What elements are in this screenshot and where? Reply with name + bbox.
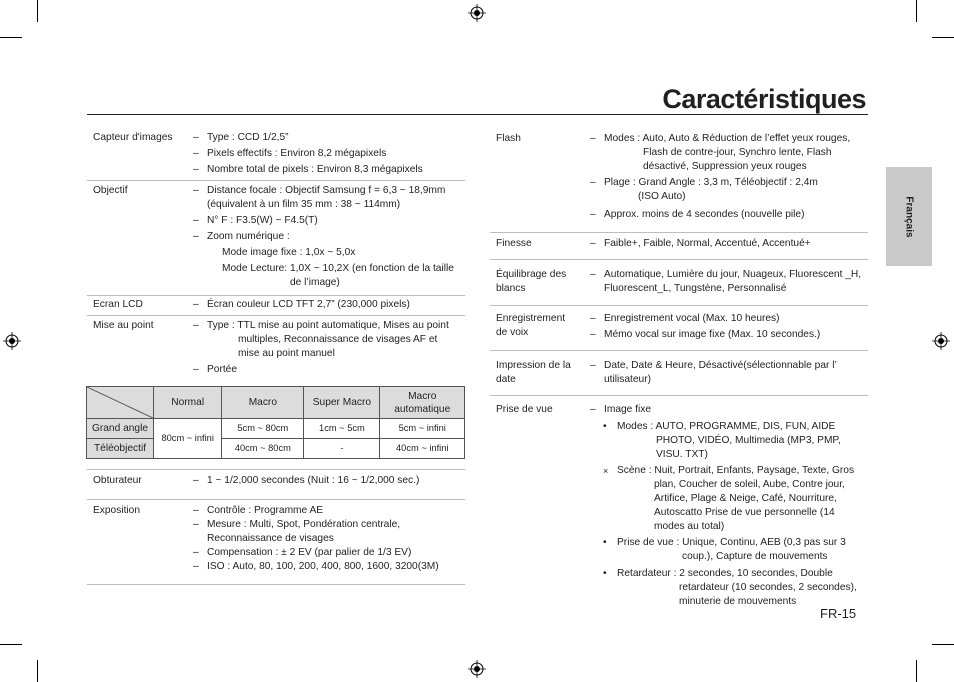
- spec-item: Enregistrement vocal (Max. 10 heures): [604, 313, 780, 324]
- crop-mark: [916, 0, 917, 22]
- crop-mark: [37, 660, 38, 682]
- registration-mark-icon: [932, 332, 950, 350]
- spec-item: Image fixe: [604, 404, 651, 415]
- spec-item: Plage : Grand Angle : 3,3 m, Téléobjectif : 2,4m: [604, 177, 818, 188]
- page-title: Caractéristiques: [662, 84, 866, 114]
- spec-finesse: – Faible+, Faible, Normal, Accentué, Accentué+: [590, 237, 868, 251]
- spec-item: N° F : F3.5(W) ~ F4.5(T): [207, 215, 318, 226]
- spec-subitem: Artifice, Plage & Neige, Café, Nourriture,: [654, 493, 837, 504]
- spec-item: Écran couleur LCD TFT 2,7” (230,000 pixels): [207, 299, 410, 310]
- spec-label-flash: Flash: [496, 133, 521, 144]
- registration-mark-icon: [468, 4, 486, 22]
- spec-impression: – Date, Date & Heure, Désactivé(sélectionnable par l’ utilisateur): [590, 359, 868, 387]
- spec-subitem: VISU. TXT): [656, 449, 708, 460]
- spec-item: Contrôle : Programme AE: [207, 505, 324, 516]
- row-divider: [87, 295, 465, 296]
- spec-label-equilibrage: Équilibrage des blancs: [496, 269, 567, 294]
- spec-item: utilisateur): [604, 374, 651, 385]
- row-divider: [490, 259, 868, 260]
- spec-item: (équivalent à un film 35 mm : 38 ~ 114mm): [207, 199, 401, 210]
- spec-label-ecran: Ecran LCD: [93, 299, 143, 310]
- spec-item: Automatique, Lumière du jour, Nuageux, Fluorescent _H,: [604, 269, 862, 280]
- spec-item: Zoom numérique :: [207, 231, 290, 242]
- spec-subitem: Autoscatto Prise de vue personnelle (14: [654, 507, 835, 518]
- table-cell: 40cm ~ infini: [380, 439, 465, 459]
- spec-mise-au-point: – Type : TTL mise au point automatique, Mises au point multiples, Reconnaissance de visages AF et mise au point manuel – Portée: [193, 319, 465, 377]
- spec-subitem: Mode Lecture: 1,0X ~ 10,2X (en fonction de la taille: [222, 263, 454, 274]
- spec-item: Portée: [207, 364, 238, 375]
- spec-subitem: modes au total): [654, 521, 725, 532]
- spec-item: Distance focale : Objectif Samsung f = 6,3 ~ 18,9mm: [207, 185, 446, 196]
- table-header: Macro automatique: [380, 387, 465, 419]
- spec-subitem: Prise de vue : Unique, Continu, AEB (0,3 pas sur 3: [617, 537, 846, 548]
- table-cell: -: [304, 439, 380, 459]
- spec-objectif: – Distance focale : Objectif Samsung f = 6,3 ~ 18,9mm (équivalent à un film 35 mm : 38 ~ 114mm) – N° F : F3.5(W) ~ F4.5(T) – Zoom numérique : Mode image fixe : 1,0x ~ 5,0x Mode Lecture: 1,0X ~ 10,2X (en fonction de la taille de l’image): [193, 184, 465, 290]
- table-row-header: Téléobjectif: [87, 439, 154, 459]
- spec-subitem: minuterie de mouvements: [679, 596, 797, 607]
- spec-label-objectif: Objectif: [93, 185, 128, 196]
- spec-item: Mesure : Multi, Spot, Pondération centrale,: [207, 519, 401, 530]
- crop-mark: [0, 37, 22, 38]
- language-tab: [886, 167, 932, 266]
- spec-subitem: plan, Coucher de soleil, Aube, Contre jour,: [654, 479, 845, 490]
- spec-label-mise-au-point: Mise au point: [93, 320, 154, 331]
- row-divider: [490, 305, 868, 306]
- spec-item: Type : TTL mise au point automatique, Mises au point: [207, 320, 449, 331]
- spec-label-exposition: Exposition: [93, 505, 141, 516]
- focus-range-table: [86, 386, 465, 459]
- row-divider: [490, 232, 868, 233]
- spec-item: (ISO Auto): [638, 191, 686, 202]
- spec-item: Approx. moins de 4 secondes (nouvelle pile): [604, 209, 805, 220]
- spec-subitem: retardateur (10 secondes, 2 secondes),: [679, 582, 857, 593]
- spec-label-obturateur: Obturateur: [93, 475, 142, 486]
- spec-flash: – Modes : Auto, Auto & Réduction de l’effet yeux rouges, Flash de contre-jour, Synchro lente, Flash désactivé, Suppression yeux rouges – Plage : Grand Angle : 3,3 m, Téléobjectif : 2,4m (ISO Auto) – Approx. moins de 4 secondes (nouvelle pile): [590, 132, 868, 222]
- table-cell: 5cm ~ infini: [380, 419, 465, 439]
- crop-mark: [0, 644, 22, 645]
- spec-item: ISO : Auto, 80, 100, 200, 400, 800, 1600, 3200(3M): [207, 561, 439, 572]
- spec-item: Fluorescent_L, Tungstène, Personnalisé: [604, 283, 787, 294]
- spec-label-capteur: Capteur d'images: [93, 132, 173, 143]
- table-header: Super Macro: [304, 387, 380, 419]
- spec-subitem: de l’image): [290, 277, 340, 288]
- spec-subitem: Modes : AUTO, PROGRAMME, DIS, FUN, AIDE: [617, 421, 836, 432]
- table-cell: 80cm ~ infini: [154, 419, 222, 459]
- spec-subitem: Mode image fixe : 1,0x ~ 5,0x: [222, 247, 356, 258]
- spec-label-finesse: Finesse: [496, 238, 532, 249]
- table-row: [87, 419, 465, 439]
- table-cell: 5cm ~ 80cm: [222, 419, 304, 439]
- table-corner-cell: [87, 387, 154, 419]
- row-divider: [87, 180, 465, 181]
- spec-item: Modes : Auto, Auto & Réduction de l’effet yeux rouges,: [604, 133, 851, 144]
- spec-enregistrement: – Enregistrement vocal (Max. 10 heures) – Mémo vocal sur image fixe (Max. 10 secondes.): [590, 312, 868, 342]
- spec-prise-de-vue: – Image fixe • Modes : AUTO, PROGRAMME, DIS, FUN, AIDE PHOTO, VIDÉO, Multimedia (MP3, PMP, VISU. TXT) × Scène : Nuit, Portrait, Enfants, Paysage, Texte, Gros plan, Coucher de soleil, Aube, Contre jour, Artifice, Plage & Neige, Café, Nourriture, Autoscatto Prise de vue personnelle (14 modes au total) • Prise de vue : Unique, Continu, AEB (0,3 pas sur 3 coup.), Capture de mouvements • Retardateur : 2 secondes, 10 secondes, Double retardateur (10 secondes, 2 secondes), minuterie de mouvements: [590, 403, 868, 609]
- spec-obturateur: – 1 ~ 1/2,000 secondes (Nuit : 16 ~ 1/2,000 sec.): [193, 474, 465, 488]
- diagonal-line: [87, 387, 153, 418]
- spec-label-prise-de-vue: Prise de vue: [496, 404, 553, 415]
- title-rule: [87, 114, 868, 115]
- spec-item: Nombre total de pixels : Environ 8,3 mégapixels: [207, 164, 423, 175]
- spec-item: désactivé, Suppression yeux rouges: [643, 161, 807, 172]
- spec-item: Date, Date & Heure, Désactivé(sélectionnable par l’: [604, 360, 837, 371]
- spec-item: multiples, Reconnaissance de visages AF et: [238, 334, 438, 345]
- row-divider: [87, 584, 465, 585]
- spec-capteur: – Type : CCD 1/2,5” – Pixels effectifs : Environ 8,2 mégapixels – Nombre total de pixels : Environ 8,3 mégapixels: [193, 131, 465, 177]
- language-tab-label: Français: [903, 195, 915, 238]
- spec-item: Faible+, Faible, Normal, Accentué, Accentué+: [604, 238, 811, 249]
- row-divider: [87, 469, 465, 470]
- registration-mark-icon: [3, 332, 21, 350]
- spec-item: Compensation : ± 2 EV (par palier de 1/3 EV): [207, 547, 412, 558]
- spec-ecran: – Écran couleur LCD TFT 2,7” (230,000 pixels): [193, 298, 465, 312]
- spec-subitem: Retardateur : 2 secondes, 10 secondes, Double: [617, 568, 833, 579]
- crop-mark: [932, 644, 954, 645]
- spec-item: 1 ~ 1/2,000 secondes (Nuit : 16 ~ 1/2,000 sec.): [207, 475, 420, 486]
- spec-equilibrage: – Automatique, Lumière du jour, Nuageux, Fluorescent _H, Fluorescent_L, Tungstène, Personnalisé: [590, 268, 868, 296]
- spec-subitem: Scène : Nuit, Portrait, Enfants, Paysage, Texte, Gros: [617, 465, 855, 476]
- table-cell: 40cm ~ 80cm: [222, 439, 304, 459]
- spec-subitem: PHOTO, VIDÉO, Multimedia (MP3, PMP,: [656, 435, 841, 446]
- spec-item: Type : CCD 1/2,5”: [207, 132, 289, 143]
- row-divider: [490, 350, 868, 351]
- table-header-row: [87, 387, 465, 419]
- registration-mark-icon: [468, 660, 486, 678]
- table-header: Macro: [222, 387, 304, 419]
- spec-item: Pixels effectifs : Environ 8,2 mégapixels: [207, 148, 387, 159]
- crop-mark: [932, 37, 954, 38]
- crop-mark: [916, 660, 917, 682]
- spec-item: Reconnaissance de visages: [207, 533, 334, 544]
- row-divider: [87, 499, 465, 500]
- table-header: Normal: [154, 387, 222, 419]
- spec-label-enregistrement: Enregistrement de voix: [496, 313, 566, 338]
- spec-item: Flash de contre-jour, Synchro lente, Flash: [643, 147, 832, 158]
- spec-item: mise au point manuel: [238, 348, 335, 359]
- page-number: FR-15: [820, 606, 857, 621]
- spec-label-impression: Impression de la date: [496, 360, 571, 385]
- table-cell: 1cm ~ 5cm: [304, 419, 380, 439]
- row-divider: [490, 395, 868, 396]
- spec-subitem: coup.), Capture de mouvements: [682, 551, 828, 562]
- row-divider: [87, 315, 465, 316]
- crop-mark: [37, 0, 38, 22]
- spec-item: Mémo vocal sur image fixe (Max. 10 secondes.): [604, 329, 821, 340]
- table-row: [87, 439, 465, 459]
- spec-exposition: – Contrôle : Programme AE – Mesure : Multi, Spot, Pondération centrale, Reconnaissance de visages – Compensation : ± 2 EV (par palier de 1/3 EV) – ISO : Auto, 80, 100, 200, 400, 800, 1600, 3200(3M): [193, 504, 465, 574]
- table-row-header: Grand angle: [87, 419, 154, 439]
